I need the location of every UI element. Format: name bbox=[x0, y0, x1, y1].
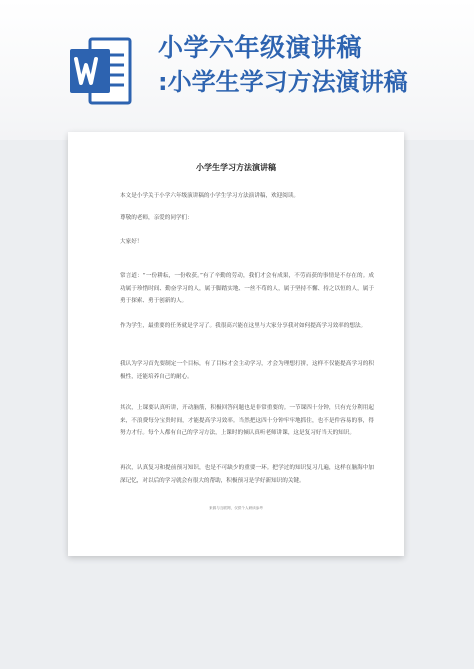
word-document-icon bbox=[70, 35, 132, 107]
paragraph-review: 再次，认真复习和提前预习知识，也是不可缺少的重要一环。把学过的知识复习几遍，这样在脑海中加深记忆，对以后的学习就会有很大的帮助，积极预习是学好新知识的关键。 bbox=[120, 465, 374, 484]
paragraph-greeting: 大家好！ bbox=[120, 239, 143, 245]
document-title: 小学生学习方法演讲稿 bbox=[196, 163, 276, 172]
paragraph-salutation: 尊敬的老师，亲爱的同学们： bbox=[120, 215, 193, 221]
header-banner bbox=[0, 0, 474, 140]
paragraph-student-task: 作为学生，最重要的任务就是学习了。我很高兴能在这里与大家分享我对如何提高学习效率的想法。 bbox=[120, 323, 367, 329]
footer-note: 来源与互联网，仅供个人研读参考 bbox=[209, 506, 263, 510]
paragraph-intro: 本文是小学关于小学六年级演讲稿的小学生学习方法演讲稿，欢迎阅读。 bbox=[120, 193, 300, 199]
title-line-2: :小学生学习方法演讲稿 bbox=[158, 68, 408, 96]
page-title bbox=[158, 32, 474, 98]
paragraph-class: 其次，上课要认真听讲，开动脑筋，积极回答问题也是非常重要的。一节课四十分钟，只有充分利用起来，不浪费每分宝贵时间，才能提高学习效率。当然把这四十分钟牢牢地抓住，也不是件容易的事，得努力才行。每个人都有自己的学习方法，上课时的倾认真听老师讲课，这是复习好当天的知识。 bbox=[120, 405, 374, 436]
document-page bbox=[68, 132, 404, 556]
paragraph-goal: 我认为学习首先要制定一个目标，有了目标才会主动学习，才会为理想打拼，这样不仅能提高学习的积极性，还能培养自己的耐心。 bbox=[120, 361, 374, 380]
title-line-1: 小学六年级演讲稿 bbox=[158, 33, 363, 62]
paragraph-proverb: 常言道：“一份耕耘，一份收获。”有了辛勤的劳动，我们才会有成果，不劳而获的事情是不存在的。成功属于珍惜时间、勤奋学习的人，属于脚踏实地、一丝不苟的人，属于坚持不懈、持之以恒的人，属于勇于探索、勇于创新的人。 bbox=[120, 273, 374, 304]
